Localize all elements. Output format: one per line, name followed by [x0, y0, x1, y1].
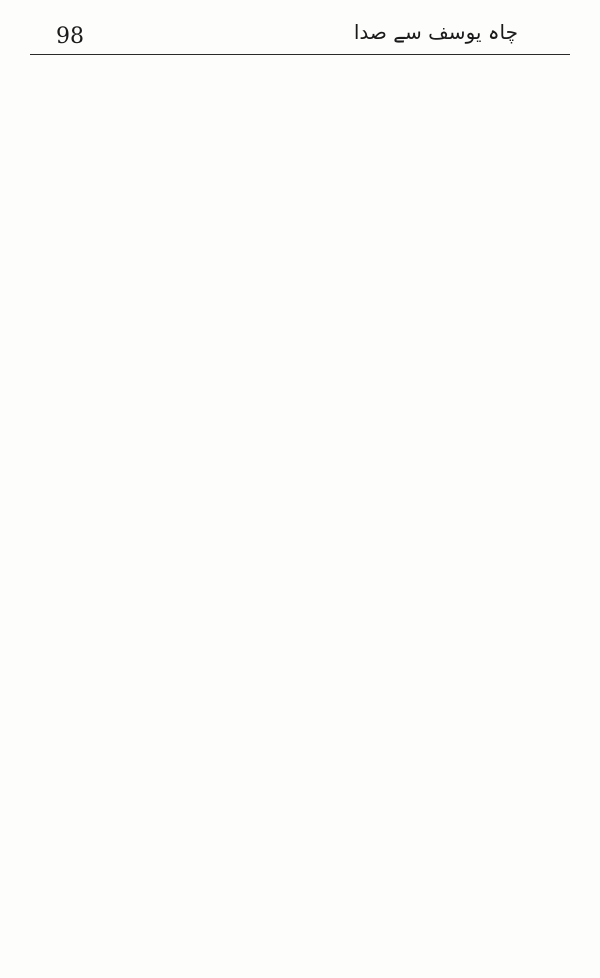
book-title: چاہ یوسف سے صدا	[353, 20, 518, 44]
page-number: 98	[56, 24, 84, 49]
header-rule	[30, 54, 570, 55]
page-header	[30, 18, 570, 62]
